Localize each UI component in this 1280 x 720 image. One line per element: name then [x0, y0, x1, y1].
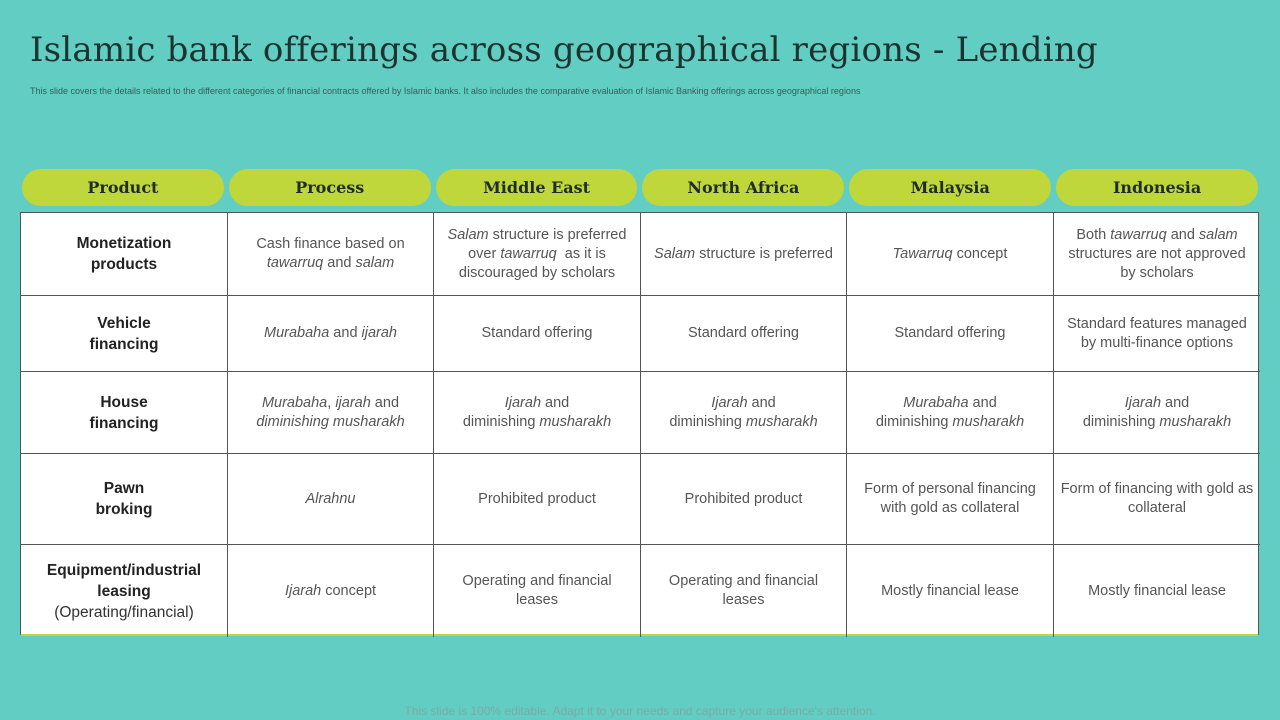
cell-middle-east	[434, 213, 641, 296]
cell-text: Mostly financial lease	[881, 582, 1019, 599]
row-header-subtitle: (Operating/financial)	[54, 603, 194, 621]
cell-malaysia	[847, 545, 1054, 637]
cell-text: Form of personal financing with gold as collateral	[864, 481, 1036, 516]
row-header-line: House	[100, 393, 148, 411]
cell-malaysia	[847, 296, 1054, 372]
row-header-line: Vehicle	[97, 314, 151, 332]
header-north-africa: North Africa	[642, 169, 844, 206]
cell-middle-east	[434, 372, 641, 454]
slide-subtitle: This slide covers the details related to the different categories of financial contracts offered by Islamic banks. It also includes the comparative evaluation of Islamic Banking offerings across geographical regions	[30, 86, 861, 96]
cell-text: Murabaha, ijarah and diminishing musharakh	[256, 394, 405, 430]
cell-malaysia	[847, 372, 1054, 454]
cell-text: Operating and financial leases	[462, 573, 612, 608]
cell-indonesia	[1054, 454, 1260, 545]
cell-text: Both tawarruq and salam structures are not approved by scholars	[1068, 226, 1246, 281]
cell-north-africa	[641, 213, 847, 296]
cell-text: Prohibited product	[478, 490, 596, 507]
cell-text: Ijarah and diminishing musharakh	[462, 394, 612, 430]
cell-north-africa	[641, 372, 847, 454]
header-middle-east: Middle East	[436, 169, 638, 206]
cell-indonesia	[1054, 296, 1260, 372]
cell-text: Alrahnu	[305, 490, 356, 507]
cell-text: Operating and financial leases	[668, 573, 819, 608]
cell-text: Ijarah concept	[284, 582, 377, 599]
cell-process	[228, 296, 434, 372]
row-header-line: Pawn	[103, 480, 145, 497]
cell-north-africa	[641, 296, 847, 372]
cell-text: Prohibited product	[684, 490, 803, 507]
row-header	[21, 545, 228, 637]
cell-text: Standard features managed by multi-finance options	[1067, 315, 1247, 351]
cell-indonesia	[1054, 545, 1260, 637]
cell-text: Standard offering	[481, 325, 593, 341]
cell-middle-east	[434, 296, 641, 372]
offerings-table	[20, 212, 1259, 636]
header-malaysia: Malaysia	[849, 169, 1051, 206]
column-headers	[22, 169, 1258, 206]
row-header-line: Monetization	[76, 235, 172, 252]
cell-text: Cash finance based on tawarruq and salam	[256, 236, 405, 271]
cell-process	[228, 454, 434, 545]
cell-malaysia	[847, 213, 1054, 296]
cell-malaysia	[847, 454, 1054, 545]
cell-middle-east	[434, 545, 641, 637]
header-process: Process	[229, 169, 431, 206]
row-header	[21, 454, 228, 545]
row-header	[21, 372, 228, 454]
header-product: Product	[22, 169, 224, 206]
row-header-line: financing	[89, 335, 159, 353]
row-header-line: financing	[89, 414, 159, 432]
cell-text: Murabaha and diminishing musharakh	[875, 394, 1025, 430]
row-header	[21, 296, 228, 372]
header-indonesia: Indonesia	[1056, 169, 1258, 206]
cell-text: Murabaha and ijarah	[263, 325, 397, 341]
cell-indonesia	[1054, 372, 1260, 454]
cell-north-africa	[641, 545, 847, 637]
row-header-line: Equipment/industrial	[46, 561, 202, 579]
cell-process	[228, 372, 434, 454]
slide-title: Islamic bank offerings across geographical regions - Lending	[30, 30, 1098, 70]
cell-text: Salam structure is preferred over tawarruq as it is discouraged by scholars	[447, 226, 627, 281]
cell-indonesia	[1054, 213, 1260, 296]
cell-text: Standard offering	[688, 325, 799, 341]
cell-text: Form of financing with gold as collateral	[1060, 481, 1254, 516]
cell-text: Tawarruq concept	[892, 245, 1008, 262]
footer-note: This slide is 100% editable. Adapt it to your needs and capture your audience's attention.	[404, 704, 876, 718]
cell-process	[228, 545, 434, 637]
row-header-line: leasing	[97, 582, 151, 600]
cell-text: Standard offering	[894, 325, 1006, 341]
row-header-line: broking	[95, 501, 153, 518]
cell-text: Mostly financial lease	[1088, 582, 1226, 599]
cell-text: Ijarah and diminishing musharakh	[669, 394, 818, 430]
row-header	[21, 213, 228, 296]
cell-process	[228, 213, 434, 296]
row-header-line: products	[90, 256, 158, 273]
cell-north-africa	[641, 454, 847, 545]
cell-middle-east	[434, 454, 641, 545]
cell-text: Ijarah and diminishing musharakh	[1082, 394, 1232, 430]
cell-text: Salam structure is preferred	[654, 245, 833, 262]
